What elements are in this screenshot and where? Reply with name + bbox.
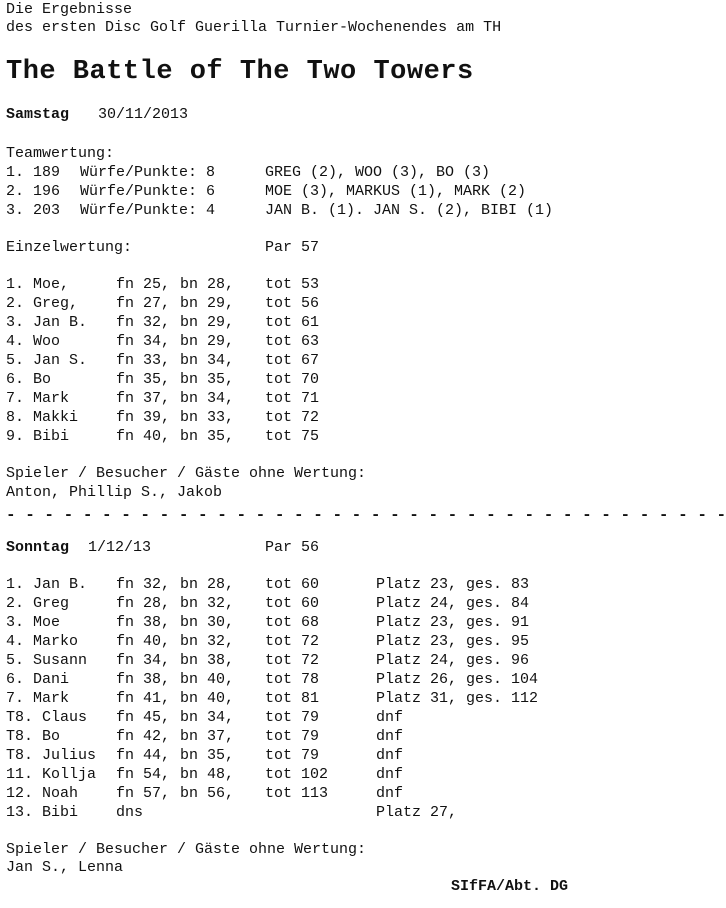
player-total: tot 53 — [265, 276, 320, 293]
player-back-nine: bn 28, — [180, 276, 235, 293]
player-front-nine: fn 45, — [116, 709, 171, 726]
team-score: Würfe/Punkte: 6 — [80, 183, 216, 200]
saturday-guests: Anton, Phillip S., Jakob — [6, 484, 223, 501]
player-name: 11. Kollja — [6, 766, 97, 783]
player-front-nine: fn 54, — [116, 766, 171, 783]
player-back-nine: bn 29, — [180, 295, 235, 312]
player-total: tot 72 — [265, 409, 320, 426]
saturday-date: 30/11/2013 — [98, 106, 189, 123]
player-total: tot 79 — [265, 709, 320, 726]
player-total: tot 79 — [265, 728, 320, 745]
team-score: Würfe/Punkte: 4 — [80, 202, 216, 219]
player-name: 7. Mark — [6, 390, 70, 407]
saturday-par: Par 57 — [265, 239, 320, 256]
player-front-nine: fn 28, — [116, 595, 171, 612]
player-front-nine: fn 32, — [116, 576, 171, 593]
player-overall: dnf — [376, 747, 404, 764]
team-label: Teamwertung: — [6, 145, 115, 162]
player-total: tot 71 — [265, 390, 320, 407]
player-front-nine: fn 34, — [116, 652, 171, 669]
player-name: 13. Bibi — [6, 804, 79, 821]
player-overall: Platz 26, ges. 104 — [376, 671, 539, 688]
team-score: Würfe/Punkte: 8 — [80, 164, 216, 181]
player-back-nine: bn 35, — [180, 371, 235, 388]
player-front-nine: fn 40, — [116, 428, 171, 445]
player-back-nine: bn 32, — [180, 595, 235, 612]
player-back-nine: bn 35, — [180, 428, 235, 445]
player-name: 1. Moe, — [6, 276, 70, 293]
player-name: 2. Greg — [6, 595, 70, 612]
player-name: T8. Claus — [6, 709, 88, 726]
player-back-nine: bn 29, — [180, 314, 235, 331]
player-front-nine: fn 57, — [116, 785, 171, 802]
player-front-nine: fn 42, — [116, 728, 171, 745]
player-front-nine: fn 39, — [116, 409, 171, 426]
player-back-nine: bn 32, — [180, 633, 235, 650]
player-overall: Platz 23, ges. 95 — [376, 633, 530, 650]
player-back-nine: bn 35, — [180, 747, 235, 764]
player-name: 12. Noah — [6, 785, 79, 802]
player-front-nine: fn 38, — [116, 671, 171, 688]
sunday-guests: Jan S., Lenna — [6, 859, 124, 876]
player-name: 6. Bo — [6, 371, 52, 388]
single-label: Einzelwertung: — [6, 239, 133, 256]
player-name: 8. Makki — [6, 409, 79, 426]
player-front-nine: fn 32, — [116, 314, 171, 331]
player-back-nine: bn 48, — [180, 766, 235, 783]
player-total: tot 63 — [265, 333, 320, 350]
player-name: 1. Jan B. — [6, 576, 88, 593]
player-front-nine: dns — [116, 804, 144, 821]
player-back-nine: bn 38, — [180, 652, 235, 669]
separator: - - - - - - - - - - - - - - - - - - - - - - - - - - - - - - - - - - - - - - — [6, 506, 726, 524]
team-position: 3. 203 — [6, 202, 61, 219]
player-back-nine: bn 28, — [180, 576, 235, 593]
player-back-nine: bn 33, — [180, 409, 235, 426]
player-total: tot 72 — [265, 633, 320, 650]
sunday-par: Par 56 — [265, 539, 320, 556]
player-name: 4. Marko — [6, 633, 79, 650]
player-total: tot 70 — [265, 371, 320, 388]
player-front-nine: fn 33, — [116, 352, 171, 369]
player-name: 3. Moe — [6, 614, 61, 631]
team-members: GREG (2), WOO (3), BO (3) — [265, 164, 491, 181]
player-name: 2. Greg, — [6, 295, 79, 312]
player-total: tot 78 — [265, 671, 320, 688]
player-front-nine: fn 41, — [116, 690, 171, 707]
player-total: tot 60 — [265, 595, 320, 612]
player-overall: dnf — [376, 728, 404, 745]
player-overall: Platz 24, ges. 84 — [376, 595, 530, 612]
team-position: 1. 189 — [6, 164, 61, 181]
player-front-nine: fn 38, — [116, 614, 171, 631]
player-back-nine: bn 40, — [180, 671, 235, 688]
player-back-nine: bn 37, — [180, 728, 235, 745]
player-overall: Platz 23, ges. 91 — [376, 614, 530, 631]
sunday-heading: Sonntag — [6, 539, 70, 556]
player-total: tot 68 — [265, 614, 320, 631]
player-total: tot 81 — [265, 690, 320, 707]
player-overall: Platz 27, — [376, 804, 458, 821]
player-overall: Platz 24, ges. 96 — [376, 652, 530, 669]
intro-line-1: Die Ergebnisse — [6, 1, 133, 18]
player-back-nine: bn 34, — [180, 390, 235, 407]
page-title: The Battle of The Two Towers — [6, 57, 474, 87]
player-name: 6. Dani — [6, 671, 70, 688]
player-back-nine: bn 56, — [180, 785, 235, 802]
player-total: tot 113 — [265, 785, 329, 802]
player-overall: dnf — [376, 785, 404, 802]
team-members: JAN B. (1). JAN S. (2), BIBI (1) — [265, 202, 554, 219]
sunday-date: 1/12/13 — [88, 539, 152, 556]
team-members: MOE (3), MARKUS (1), MARK (2) — [265, 183, 527, 200]
player-name: T8. Julius — [6, 747, 97, 764]
player-name: 9. Bibi — [6, 428, 70, 445]
player-total: tot 67 — [265, 352, 320, 369]
player-total: tot 72 — [265, 652, 320, 669]
team-position: 2. 196 — [6, 183, 61, 200]
player-name: T8. Bo — [6, 728, 61, 745]
player-name: 4. Woo — [6, 333, 61, 350]
saturday-guests-label: Spieler / Besucher / Gäste ohne Wertung: — [6, 465, 367, 482]
player-front-nine: fn 27, — [116, 295, 171, 312]
footer-signature: SIfFA/Abt. DG — [451, 878, 569, 895]
player-overall: Platz 23, ges. 83 — [376, 576, 530, 593]
player-back-nine: bn 30, — [180, 614, 235, 631]
player-front-nine: fn 34, — [116, 333, 171, 350]
player-front-nine: fn 40, — [116, 633, 171, 650]
player-back-nine: bn 40, — [180, 690, 235, 707]
player-total: tot 79 — [265, 747, 320, 764]
player-back-nine: bn 34, — [180, 352, 235, 369]
player-name: 5. Susann — [6, 652, 88, 669]
player-back-nine: bn 29, — [180, 333, 235, 350]
player-total: tot 61 — [265, 314, 320, 331]
player-front-nine: fn 44, — [116, 747, 171, 764]
player-name: 5. Jan S. — [6, 352, 88, 369]
player-total: tot 56 — [265, 295, 320, 312]
saturday-heading: Samstag — [6, 106, 70, 123]
player-front-nine: fn 35, — [116, 371, 171, 388]
player-overall: dnf — [376, 709, 404, 726]
intro-line-2: des ersten Disc Golf Guerilla Turnier-Wochenendes am TH — [6, 19, 502, 36]
player-total: tot 75 — [265, 428, 320, 445]
player-total: tot 60 — [265, 576, 320, 593]
sunday-guests-label: Spieler / Besucher / Gäste ohne Wertung: — [6, 841, 367, 858]
player-name: 7. Mark — [6, 690, 70, 707]
player-front-nine: fn 37, — [116, 390, 171, 407]
player-back-nine: bn 34, — [180, 709, 235, 726]
player-name: 3. Jan B. — [6, 314, 88, 331]
player-total: tot 102 — [265, 766, 329, 783]
player-front-nine: fn 25, — [116, 276, 171, 293]
player-overall: dnf — [376, 766, 404, 783]
player-overall: Platz 31, ges. 112 — [376, 690, 539, 707]
